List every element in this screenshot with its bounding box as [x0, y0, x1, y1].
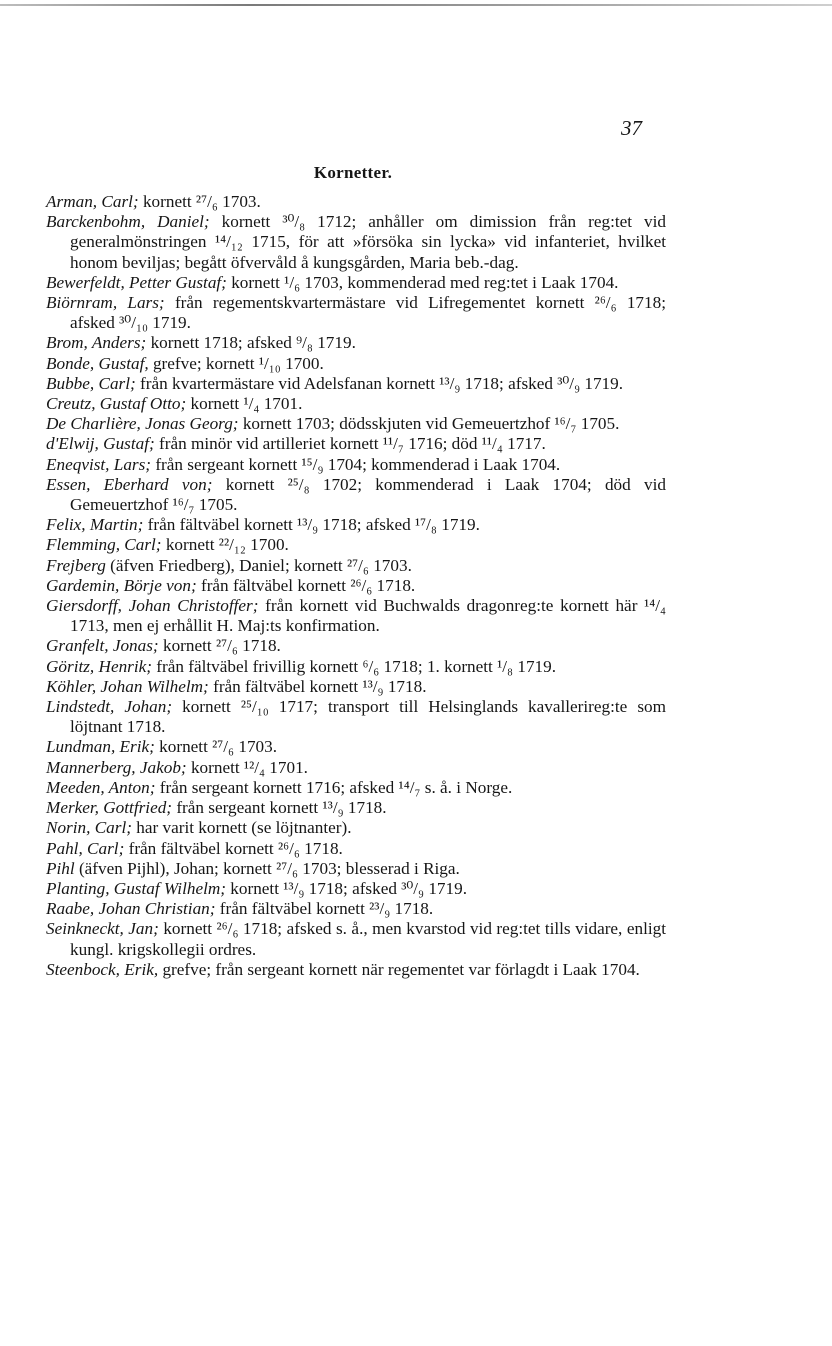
list-item: [46, 414, 666, 434]
entry-name: Göritz, Henrik;: [46, 656, 152, 676]
entry-text: kornett 1718; afsked ⁹/₈ 1719.: [146, 333, 356, 353]
entry-name: Eneqvist, Lars;: [46, 454, 152, 474]
list-item: [46, 919, 666, 959]
entry-name: Raabe, Johan Christian;: [46, 899, 216, 919]
entry-name: Frejberg: [46, 555, 106, 575]
list-item: [46, 879, 666, 899]
entry-text: (äfven Pijhl), Johan; kornett ²⁷/₆ 1703; blesserad i Riga.: [74, 858, 460, 878]
list-item: [46, 596, 666, 636]
list-item: [46, 899, 666, 919]
entry-text: kornett ²⁷/₆ 1703.: [138, 192, 261, 211]
entry-name: Norin, Carl;: [46, 818, 132, 838]
entry-text: grefve; från sergeant kornett när regementet var förlagdt i Laak 1704.: [158, 959, 640, 979]
page-number: 37: [621, 116, 642, 140]
entry-name: De Charlière, Jonas Georg;: [46, 414, 239, 434]
list-item: [46, 434, 666, 454]
entry-name: Barckenbohm, Daniel;: [46, 212, 210, 232]
entry-text: kornett ²⁵/₁₀ 1717; transport till Helsinglands kavallerireg:te som löjtnant 1718.: [70, 697, 666, 737]
list-item: [46, 293, 666, 333]
entry-text: kornett ²²/₁₂ 1700.: [161, 535, 289, 555]
entry-name: Brom, Anders;: [46, 333, 147, 353]
entry-name: Planting, Gustaf Wilhelm;: [46, 878, 226, 898]
list-item: [46, 556, 666, 576]
entry-text: från fältväbel frivillig kornett ⁶/₆ 1718; 1. kornett ¹/₈ 1719.: [151, 656, 557, 676]
entry-text: kornett ¹/₄ 1701.: [186, 394, 303, 414]
entry-name: Steenbock, Erik,: [46, 959, 159, 979]
entry-name: Meeden, Anton;: [46, 777, 156, 797]
entry-name: Arman, Carl;: [46, 192, 139, 211]
entry-text: grefve; kornett ¹/₁₀ 1700.: [148, 353, 324, 373]
entry-text: kornett ²⁶/₆ 1718; afsked s. å., men kvarstod vid reg:tet tills vidare, enligt kungl. krigskollegii ordres.: [70, 919, 667, 959]
entry-name: Seinkneckt, Jan;: [46, 919, 159, 939]
entry-text: från regementskvartermästare vid Lifregementet kornett ²⁶/₆ 1718; afsked ³⁰/₁₀ 1719.: [70, 293, 666, 333]
list-item: [46, 535, 666, 555]
list-item: [46, 273, 666, 293]
list-item: [46, 798, 666, 818]
list-item: [46, 333, 666, 353]
list-item: [46, 455, 666, 475]
entry-name: Köhler, Johan Wilhelm;: [46, 676, 209, 696]
entry-text: kornett ¹²/₄ 1701.: [186, 757, 308, 777]
entry-text: från fältväbel kornett ¹³/₉ 1718; afsked ¹⁷/₈ 1719.: [143, 515, 480, 535]
entry-text: från sergeant kornett ¹³/₉ 1718.: [172, 798, 387, 818]
entry-text: från kvartermästare vid Adelsfanan kornett ¹³/₉ 1718; afsked ³⁰/₉ 1719.: [135, 373, 624, 393]
list-item: [46, 354, 666, 374]
entry-text: har varit kornett (se löjtnanter).: [131, 818, 352, 838]
entry-text: kornett ²⁵/₈ 1702; kommenderad i Laak 1704; död vid Gemeuertzhof ¹⁶/₇ 1705.: [70, 474, 666, 515]
list-item: [46, 839, 666, 859]
entry-text: från kornett vid Buchwalds dragonreg:te kornett här ¹⁴/₄ 1713, men ej erhållit H. Maj:ts konfirmation.: [70, 596, 667, 636]
list-item: [46, 636, 666, 656]
list-item: [46, 475, 666, 515]
section-heading: Kornetter.: [313, 163, 393, 182]
entry-text: kornett ²⁷/₆ 1703.: [154, 737, 278, 757]
list-item: [46, 212, 666, 273]
list-item: [46, 697, 666, 737]
entry-text: från fältväbel kornett ¹³/₉ 1718.: [208, 676, 427, 696]
entry-name: Lindstedt, Johan;: [46, 697, 173, 717]
entry-name: Flemming, Carl;: [46, 535, 162, 555]
entry-name: Mannerberg, Jakob;: [46, 757, 187, 777]
list-item: [46, 192, 666, 212]
list-item: [46, 859, 666, 879]
entry-name: Felix, Martin;: [46, 515, 144, 535]
entry-name: Creutz, Gustaf Otto;: [46, 394, 187, 414]
entry-text: kornett ¹³/₉ 1718; afsked ³⁰/₉ 1719.: [225, 878, 468, 898]
entry-name: Gardemin, Börje von;: [46, 575, 197, 595]
entry-text: kornett ³⁰/₈ 1712; anhåller om dimission från reg:tet vid generalmönstringen ¹⁴/₁₂ 1715, för att »försöka sin lycka» vid infanteriet, hvilket honom beviljas; begått öfvervåld å kungsgården, Maria beb.-dag.: [70, 212, 666, 272]
list-item: [46, 657, 666, 677]
entry-text: från fältväbel kornett ²³/₉ 1718.: [215, 899, 434, 919]
list-item: [46, 515, 666, 535]
list-item: [46, 576, 666, 596]
entry-name: d'Elwij, Gustaf;: [46, 434, 155, 454]
entry-text: kornett 1703; dödsskjuten vid Gemeuertzhof ¹⁶/₇ 1705.: [238, 414, 620, 434]
list-item: [46, 758, 666, 778]
list-item: [46, 778, 666, 798]
entry-name: Pahl, Carl;: [46, 838, 125, 858]
entry-text: från minör vid artilleriet kornett ¹¹/₇ 1716; död ¹¹/₄ 1717.: [154, 434, 546, 454]
entry-name: Bonde, Gustaf,: [46, 353, 149, 373]
entry-text: från fältväbel kornett ²⁶/₆ 1718.: [196, 575, 416, 595]
list-item: [46, 737, 666, 757]
entry-text: kornett ²⁷/₆ 1718.: [158, 636, 281, 656]
entry-text: (äfven Friedberg), Daniel; kornett ²⁷/₆ 1703.: [105, 555, 412, 575]
list-item: [46, 677, 666, 697]
entry-name: Pihl: [46, 858, 75, 878]
entry-text: från sergeant kornett 1716; afsked ¹⁴/₇ s. å. i Norge.: [155, 777, 513, 797]
entry-name: Bewerfeldt, Petter Gustaf;: [46, 272, 227, 292]
entry-text: kornett ¹/₆ 1703, kommenderad med reg:tet i Laak 1704.: [226, 272, 619, 292]
list-item: [46, 960, 666, 980]
entry-text: från fältväbel kornett ²⁶/₆ 1718.: [124, 838, 343, 858]
entry-name: Bubbe, Carl;: [46, 373, 136, 393]
list-item: [46, 394, 666, 414]
list-item: [46, 374, 666, 394]
entry-name: Giersdorff, Johan Christoffer;: [46, 596, 259, 616]
entry-name: Biörnram, Lars;: [46, 293, 165, 313]
entry-name: Granfelt, Jonas;: [46, 636, 159, 656]
entry-name: Lundman, Erik;: [46, 737, 155, 757]
list-item: [46, 818, 666, 838]
entry-list: [46, 192, 666, 980]
entry-text: från sergeant kornett ¹⁵/₉ 1704; kommenderad i Laak 1704.: [151, 454, 561, 474]
entry-name: Essen, Eberhard von;: [46, 474, 213, 494]
scan-edge-line: [0, 4, 832, 6]
entry-name: Merker, Gottfried;: [46, 798, 173, 818]
